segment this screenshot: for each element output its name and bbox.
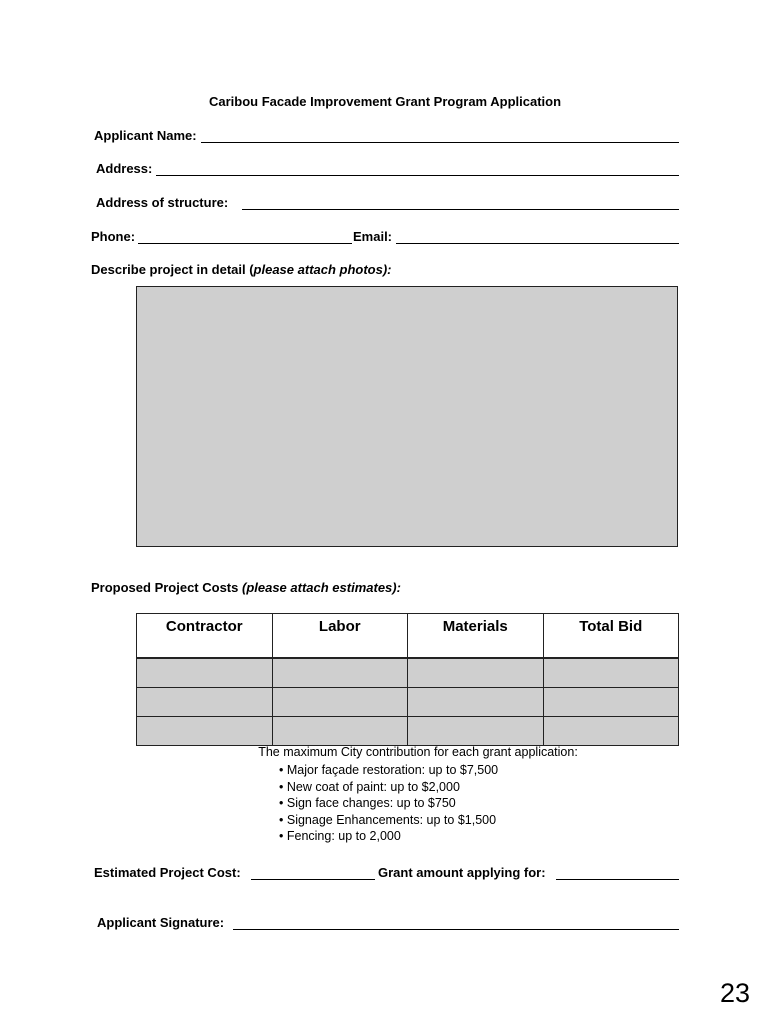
estimated-cost-label: Estimated Project Cost:	[94, 865, 241, 880]
total-bid-cell[interactable]	[543, 717, 679, 746]
address-structure-line[interactable]	[242, 209, 679, 210]
email-line[interactable]	[396, 243, 679, 244]
total-bid-cell[interactable]	[543, 688, 679, 717]
list-item: • Sign face changes: up to $750	[279, 795, 498, 812]
contractor-cell[interactable]	[137, 658, 273, 688]
phone-line[interactable]	[138, 243, 352, 244]
labor-cell[interactable]	[272, 658, 408, 688]
table-row	[137, 717, 679, 746]
list-item: • Fencing: up to 2,000	[279, 828, 498, 845]
contribution-limits-list	[279, 762, 498, 845]
table-row	[137, 658, 679, 688]
project-description-box[interactable]	[136, 286, 678, 547]
header-materials: Materials	[408, 614, 544, 659]
page-number: 23	[720, 978, 751, 1008]
grant-amount-line[interactable]	[556, 879, 679, 880]
address-label: Address:	[96, 161, 153, 176]
estimated-cost-line[interactable]	[251, 879, 375, 880]
list-item: • Signage Enhancements: up to $1,500	[279, 812, 498, 829]
phone-label: Phone:	[91, 229, 136, 244]
header-total-bid: Total Bid	[543, 614, 679, 659]
materials-cell[interactable]	[408, 717, 544, 746]
costs-table	[136, 613, 679, 746]
labor-cell[interactable]	[272, 688, 408, 717]
describe-project-label: Describe project in detail (please attach photos):	[91, 262, 392, 277]
page-title: Caribou Facade Improvement Grant Program Application	[208, 94, 562, 109]
table-row	[137, 688, 679, 717]
labor-cell[interactable]	[272, 717, 408, 746]
contractor-cell[interactable]	[137, 688, 273, 717]
proposed-costs-label: Proposed Project Costs (please attach estimates):	[91, 580, 401, 595]
max-contribution-note: The maximum City contribution for each grant application:	[258, 745, 578, 759]
applicant-name-line[interactable]	[201, 142, 679, 143]
header-contractor: Contractor	[137, 614, 273, 659]
total-bid-cell[interactable]	[543, 658, 679, 688]
contractor-cell[interactable]	[137, 717, 273, 746]
signature-line[interactable]	[233, 929, 679, 930]
address-structure-label: Address of structure:	[96, 195, 229, 210]
materials-cell[interactable]	[408, 658, 544, 688]
list-item: • New coat of paint: up to $2,000	[279, 779, 498, 796]
address-line[interactable]	[156, 175, 679, 176]
signature-label: Applicant Signature:	[97, 915, 225, 930]
materials-cell[interactable]	[408, 688, 544, 717]
header-labor: Labor	[272, 614, 408, 659]
applicant-name-label: Applicant Name:	[94, 128, 197, 143]
grant-amount-label: Grant amount applying for:	[378, 865, 546, 880]
email-label: Email:	[353, 229, 393, 244]
list-item: • Major façade restoration: up to $7,500	[279, 762, 498, 779]
